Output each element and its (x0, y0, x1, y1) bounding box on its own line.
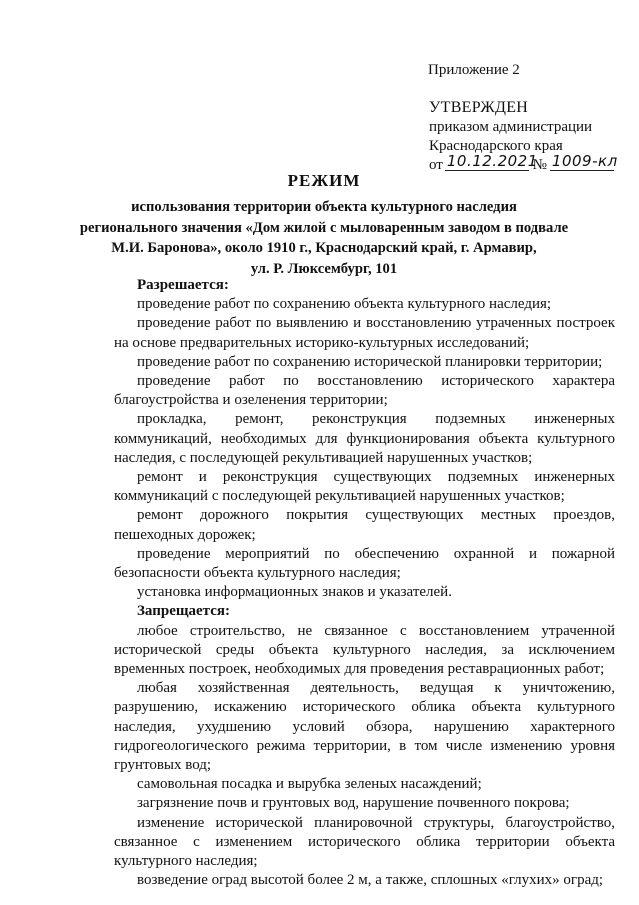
number-sign: № (532, 157, 547, 173)
number-field (550, 152, 618, 171)
forbidden-item: изменение исторической планировочной структуры, благоустройство, связанное с изменением исторического облика территории объекта культурного наследия; (114, 814, 615, 870)
approved-heading: УТВЕРЖДЕН (429, 99, 529, 116)
handwritten-number: 1009-кл (551, 152, 618, 170)
title-line-2: регионального значения «Дом жилой с мыловаренным заводом в подвале (79, 219, 569, 236)
document-body (114, 276, 615, 891)
approval-line-2: Краснодарского края (429, 138, 563, 154)
date-field (445, 152, 538, 171)
title-main: РЕЖИМ (287, 171, 361, 190)
appendix-label: Приложение 2 (428, 62, 520, 78)
allowed-item: ремонт дорожного покрытия существующих местных проездов, пешеходных дорожек; (114, 507, 615, 543)
forbidden-item: самовольная посадка и вырубка зеленых насаждений; (137, 776, 482, 793)
allowed-item: проведение работ по сохранению исторической планировки территории; (137, 353, 603, 370)
forbidden-item: любое строительство, не связанное с восстановлением утраченной исторической среды объекта культурного наследия, за исключением временных построек, необходимых для проведения реставрационных работ; (114, 622, 615, 678)
document-title (60, 171, 588, 279)
allowed-item: проведение работ по выявлению и восстановлению утраченных построек на основе предварительных историко-культурных исследований; (114, 315, 615, 351)
title-line-4: ул. Р. Люксембург, 101 (250, 260, 398, 277)
allowed-item: установка информационных знаков и указателей. (137, 584, 452, 601)
approval-block (429, 98, 629, 175)
allowed-item: прокладка, ремонт, реконструкция подземных инженерных коммуникаций, необходимых для функционирования объекта культурного наследия, с последующей рекультивацией нарушенных участков; (114, 411, 615, 466)
allowed-item: проведение работ по сохранению объекта культурного наследия; (137, 296, 552, 313)
allowed-item: ремонт и реконструкция существующих подземных инженерных коммуникаций с последующей рекультивацией нарушенных участков; (114, 469, 615, 505)
forbidden-item: возведение оград высотой более 2 м, а также, сплошных «глухих» оград; (137, 872, 604, 889)
allowed-item: проведение мероприятий по обеспечению охранной и пожарной безопасности объекта культурного наследия; (114, 545, 615, 582)
allowed-item: проведение работ по восстановлению исторического характера благоустройства и озеленения территории; (114, 373, 615, 409)
approval-line-1: приказом администрации (429, 119, 593, 135)
allowed-heading: Разрешается: (137, 277, 229, 293)
handwritten-date: 10.12.2021 (446, 152, 538, 170)
forbidden-heading: Запрещается: (137, 603, 231, 620)
date-prefix: от (429, 157, 443, 173)
title-line-1: использования территории объекта культурного наследия (131, 199, 517, 215)
forbidden-item: загрязнение почв и грунтовых вод, нарушение почвенного покрова; (137, 795, 570, 812)
forbidden-item: любая хозяйственная деятельность, ведущая к уничтожению, разрушению, искажению исторического облика объекта культурного наследия, ухудшению условий обзора, нарушению характерного гидрогеологического режима территории, в том числе изменению уровня грунтовых вод; (114, 680, 615, 774)
title-line-3: М.И. Баронова», около 1910 г., Краснодарский край, г. Армавир, (111, 240, 537, 256)
